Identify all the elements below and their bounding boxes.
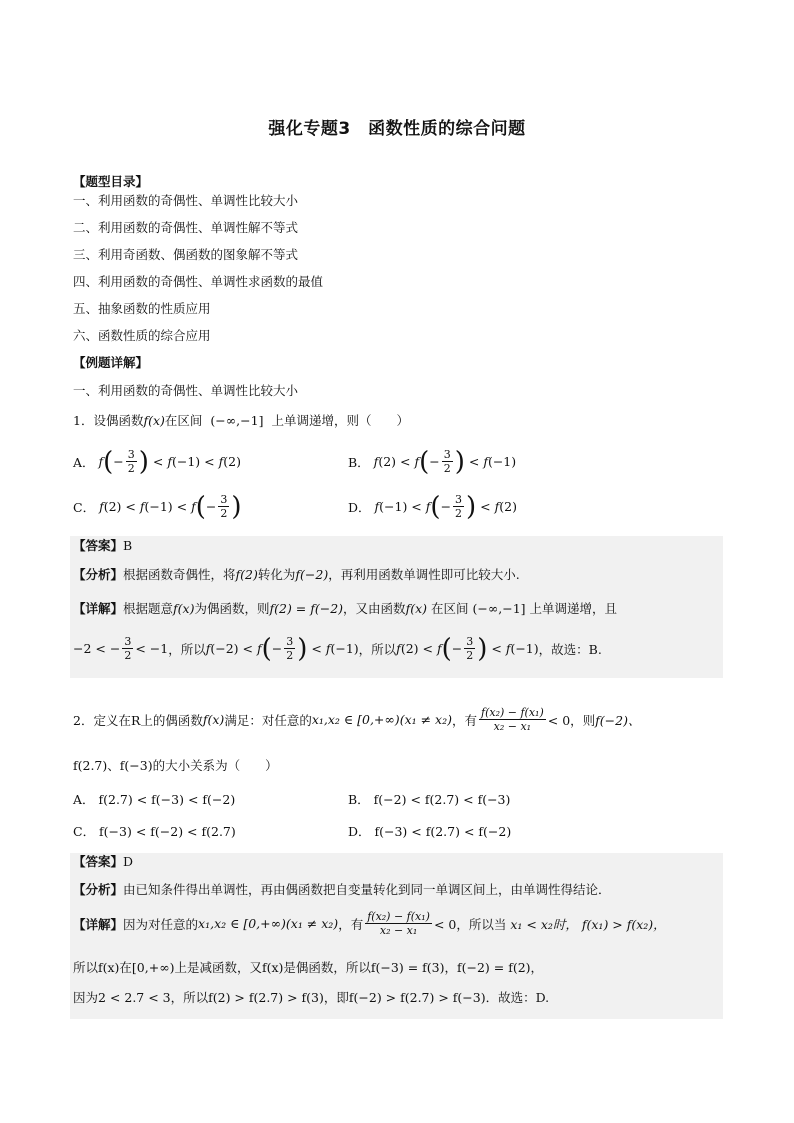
- text: 上单调递增，则（ ）: [271, 413, 409, 428]
- toc-item: 四、利用函数的奇偶性、单调性求函数的最值: [73, 274, 324, 289]
- fraction: [365, 910, 432, 937]
- denominator: x₂ − x₁: [493, 720, 532, 733]
- q1-option-d: D． f(−1) < f ( − $\frac{3}{2}$ ) < f(2): [348, 491, 517, 522]
- label: 【分析】: [73, 567, 124, 582]
- text: 由已知条件得出单调性，再由偶函数把自变量转化到同一单调区间上，由单调性得结论．: [123, 882, 611, 897]
- answer-value: D: [123, 854, 134, 869]
- math: x₁ < x₂时，: [510, 916, 578, 932]
- q2-answer: [73, 853, 133, 871]
- fraction: [479, 706, 546, 733]
- text: ，所以: [358, 641, 397, 657]
- q2-option-c: C． f(−3) < f(−2) < f(2.7): [73, 824, 236, 839]
- examples-header: 【例题详解】: [73, 355, 149, 370]
- option-label: A．: [73, 454, 95, 470]
- q2-analysis: [73, 881, 611, 899]
- math: f(x): [143, 413, 165, 428]
- q1-detail: [73, 600, 617, 618]
- q2-option-b: B． f(−2) < f(2.7) < f(−3): [348, 792, 511, 807]
- text: ，再利用函数单调性即可比较大小.: [328, 567, 520, 582]
- text: 1．设偶函数: [73, 413, 144, 428]
- label: 【答案】: [73, 854, 124, 869]
- text: 在区间: [164, 413, 203, 428]
- numerator: f(x₂) − f(x₁): [367, 910, 430, 923]
- denominator: x₂ − x₁: [379, 924, 418, 937]
- q2-option-d: D． f(−3) < f(2.7) < f(−2): [348, 824, 512, 839]
- text: 上单调递增，且: [529, 601, 618, 616]
- label: 【分析】: [73, 882, 124, 897]
- text: 为偶函数，则: [194, 601, 270, 616]
- text: ，有: [338, 916, 364, 932]
- math: f(x): [202, 712, 225, 727]
- numerator: f(x₂) − f(x₁): [481, 706, 544, 719]
- text: ，又由函数: [343, 601, 406, 616]
- section-heading: 一、利用函数的奇偶性、单调性比较大小: [73, 383, 299, 398]
- toc-item: 三、利用奇函数、偶函数的图象解不等式: [73, 247, 299, 262]
- question-2-stem-line2: f(2.7)、f(−3)的大小关系为（ ）: [73, 758, 278, 773]
- label: 【答案】: [73, 538, 124, 553]
- q1-answer: [73, 537, 132, 555]
- label: 【详解】: [73, 601, 124, 616]
- text: 在区间: [430, 601, 469, 616]
- text: 根据函数奇偶性，将: [123, 567, 236, 582]
- math: f(−2)、: [595, 712, 641, 728]
- q2-detail-line3: 因为2 < 2.7 < 3，所以f(2) > f(2.7) > f(3)，即f(−2) > f(2.7) > f(−3)．故选：D.: [73, 990, 550, 1005]
- math: f(x): [173, 601, 195, 616]
- math: (−∞,−1]: [472, 601, 526, 616]
- math: f(−2): [295, 567, 329, 582]
- text: 转化为: [257, 567, 296, 582]
- q1-option-c: C． f(2) < f(−1) < f ( − $\frac{3}{2}$ ): [73, 491, 242, 522]
- q1-option-a: A． f ( − $\frac{3}{2}$ ) < f(−1) < f(2): [73, 446, 241, 477]
- q1-option-b: B． f(2) < f ( − $\frac{3}{2}$ ) < f(−1): [348, 446, 517, 477]
- text: ，有: [451, 712, 477, 728]
- math: x₁,x₂ ∈ [0,+∞)(x₁ ≠ x₂): [311, 712, 452, 727]
- option-label: C．: [73, 499, 96, 515]
- math: f(2): [235, 567, 258, 582]
- toc-item: 六、函数性质的综合应用: [73, 328, 211, 343]
- option-label: D．: [348, 499, 371, 515]
- q1-analysis: [73, 566, 520, 584]
- text: < 0，所以当: [433, 916, 507, 932]
- q2-option-a: A． f(2.7) < f(−3) < f(−2): [73, 792, 236, 807]
- text: 因为对任意的: [123, 916, 199, 932]
- math: (−∞,−1]: [210, 413, 264, 428]
- text: ，故选：B.: [538, 641, 602, 657]
- toc-item: 二、利用函数的奇偶性、单调性解不等式: [73, 220, 299, 235]
- math: f(x): [405, 601, 427, 616]
- text: 2．定义在R上的偶函数: [73, 712, 203, 728]
- math: f(2) = f(−2): [269, 601, 344, 616]
- toc-item: 五、抽象函数的性质应用: [73, 301, 211, 316]
- question-1-stem: [73, 412, 409, 430]
- text: ，所以: [168, 641, 206, 657]
- option-label: B．: [348, 454, 370, 470]
- math: f(x₁) > f(x₂)，: [581, 916, 666, 932]
- toc-header: 【题型目录】: [73, 174, 149, 189]
- q1-detail-line2: −2 < − $\frac{3}{2}$ < −1 ，所以 f(−2) < f ( − $\frac{3}{2}$ ) < f(−1) ，所以 f(2) < f ( − $\frac{3}{2}$ ) < f(−1) ，故选：B.: [73, 633, 602, 664]
- q2-detail-line2: 所以f(x)在[0,+∞)上是减函数，又f(x)是偶函数，所以f(−3) = f(3)，f(−2) = f(2)，: [73, 960, 544, 975]
- q2-detail: [73, 910, 666, 937]
- text: 根据题意: [123, 601, 174, 616]
- text: < 0，则: [547, 712, 596, 728]
- toc-item: 一、利用函数的奇偶性、单调性比较大小: [73, 193, 299, 208]
- question-2-stem: [73, 706, 640, 733]
- text: 满足：对任意的: [224, 712, 312, 728]
- page-title: 强化专题3 函数性质的综合问题: [268, 119, 526, 139]
- label: 【详解】: [73, 916, 124, 932]
- answer-value: B: [123, 538, 133, 553]
- math: x₁,x₂ ∈ [0,+∞)(x₁ ≠ x₂): [198, 916, 339, 931]
